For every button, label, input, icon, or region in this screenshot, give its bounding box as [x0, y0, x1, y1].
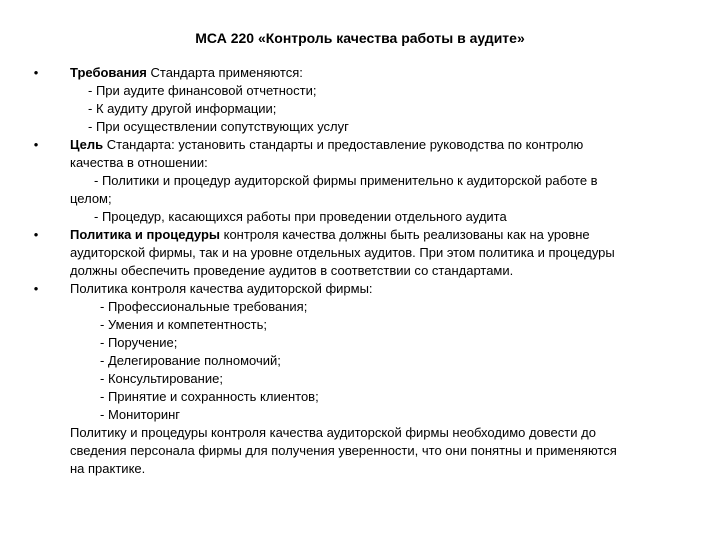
closing-line: сведения персонала фирмы для получения уверенности, что они понятны и применяются — [70, 443, 617, 458]
list-item-continued: целом; — [70, 191, 112, 206]
policy-heading: Политика и процедуры — [70, 227, 220, 242]
bullet-4: • — [33, 281, 39, 296]
section-goal — [33, 136, 670, 226]
policy-line-3: должны обеспечить проведение аудитов в соответствии со стандартами. — [70, 263, 514, 278]
requirements-text: Стандарта применяются: — [146, 65, 303, 80]
goal-line-2: качества в отношении: — [70, 155, 208, 170]
goal-line — [70, 136, 670, 154]
goal-heading: Цель — [70, 137, 104, 152]
goal-text: Стандарта: установить стандарты и предоставление руководства по контролю — [103, 137, 584, 152]
list-item: - Делегирование полномочий; — [100, 353, 281, 368]
quality-policy-heading: Политика контроля качества аудиторской фирмы: — [70, 281, 373, 296]
list-item: - Политики и процедур аудиторской фирмы применительно к аудиторской работе в — [94, 173, 598, 188]
policy-line — [70, 226, 670, 244]
bullet-1: • — [33, 65, 39, 80]
closing-line: Политику и процедуры контроля качества аудиторской фирмы необходимо довести до — [70, 425, 596, 440]
list-item: - Принятие и сохранность клиентов; — [100, 389, 319, 404]
list-item: - К аудиту другой информации; — [88, 101, 277, 116]
page-title: МСА 220 «Контроль качества работы в аудите» — [195, 30, 525, 46]
requirements-line — [70, 64, 670, 82]
bullet-3: • — [33, 227, 39, 242]
list-item: - При осуществлении сопутствующих услуг — [88, 119, 349, 134]
list-item: - Мониторинг — [100, 407, 181, 422]
list-item: - Процедур, касающихся работы при проведении отдельного аудита — [94, 209, 507, 224]
content-body — [33, 64, 670, 478]
policy-text: контроля качества должны быть реализованы как на уровне — [220, 227, 590, 242]
section-quality-policy — [33, 280, 670, 478]
requirements-heading: Требования — [70, 65, 147, 80]
list-item: - Поручение; — [100, 335, 178, 350]
list-item: - Профессиональные требования; — [100, 299, 308, 314]
list-item: - При аудите финансовой отчетности; — [88, 83, 317, 98]
section-requirements — [33, 64, 670, 136]
policy-line-2: аудиторской фирмы, так и на уровне отдельных аудитов. При этом политика и процедуры — [70, 245, 615, 260]
closing-line: на практике. — [70, 461, 146, 476]
list-item: - Умения и компетентность; — [100, 317, 268, 332]
list-item: - Консультирование; — [100, 371, 223, 386]
section-policy-procedures — [33, 226, 670, 280]
bullet-2: • — [33, 137, 39, 152]
